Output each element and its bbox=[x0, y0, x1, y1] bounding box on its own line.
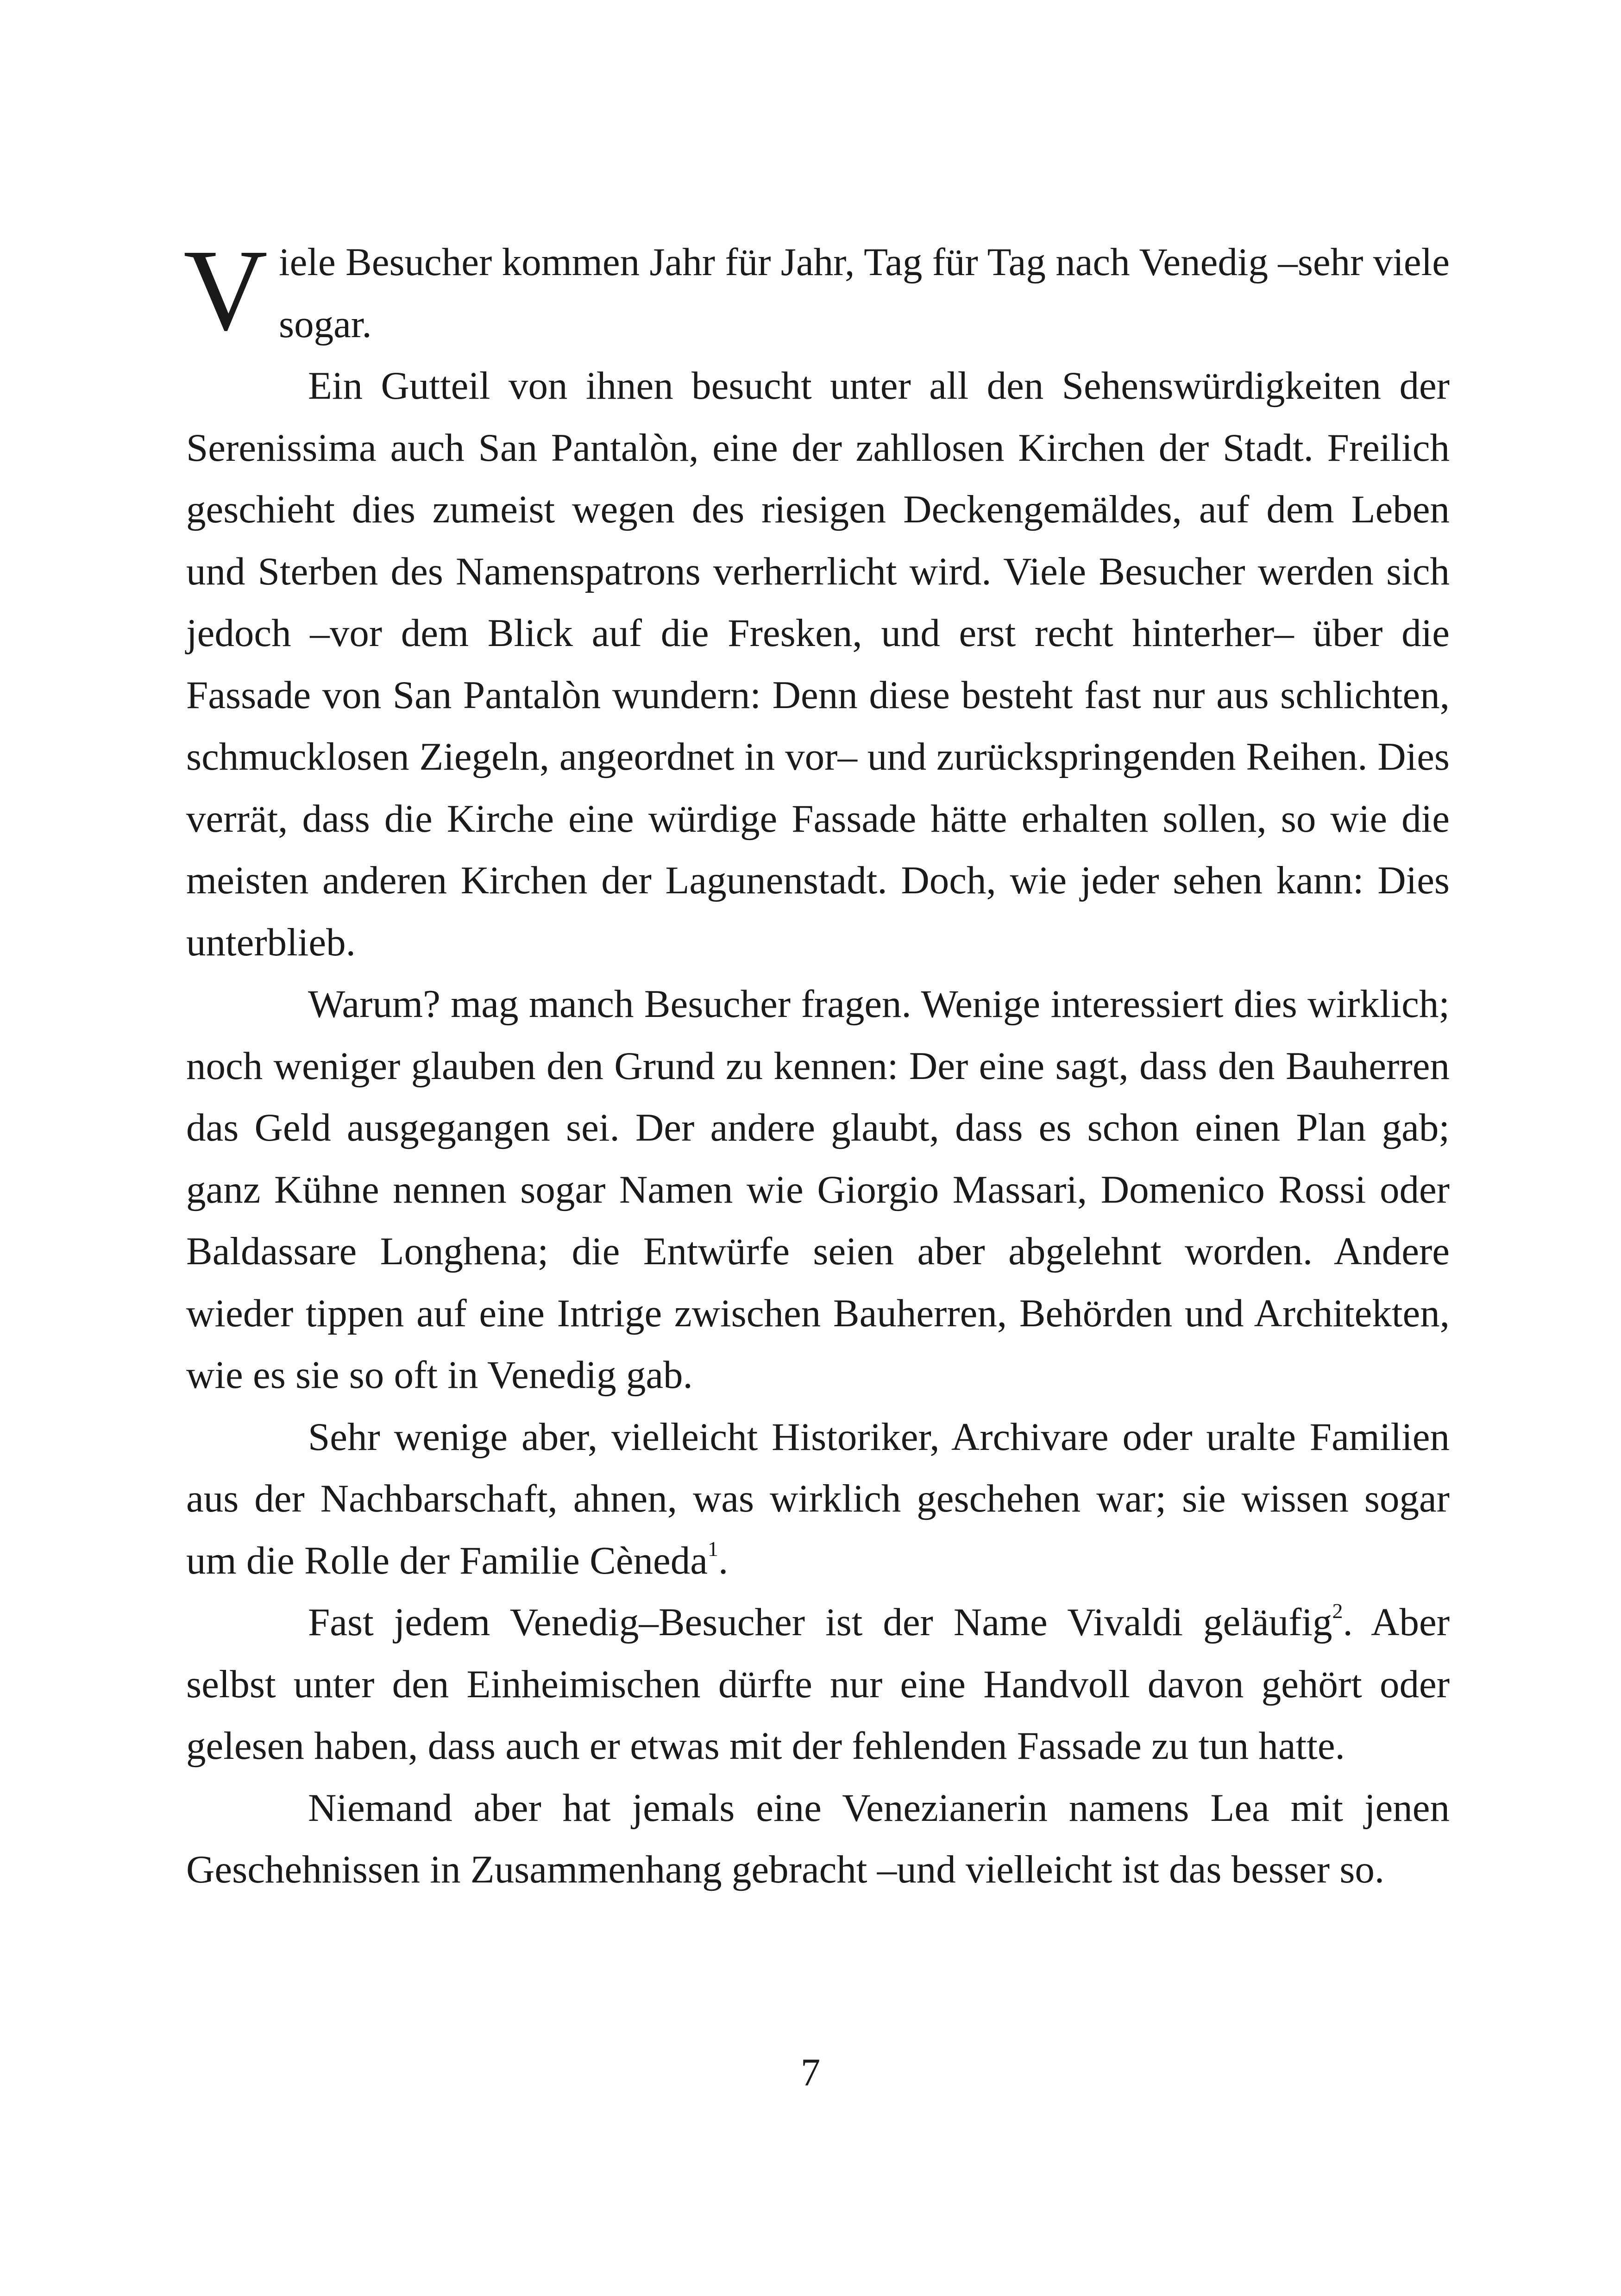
paragraph-4 bbox=[186, 1406, 1450, 1592]
paragraph-6 bbox=[186, 1777, 1450, 1901]
paragraph-1 bbox=[183, 225, 1450, 355]
page-number: 7 bbox=[800, 2051, 821, 2094]
footnote-marker[interactable]: 2 bbox=[1332, 1599, 1343, 1623]
footnote-marker[interactable]: 1 bbox=[707, 1537, 718, 1561]
paragraph-3 bbox=[186, 973, 1450, 1406]
paragraph-2 bbox=[186, 355, 1450, 973]
paragraph-text: Ein Gutteil von ihnen besucht unter all den Sehenswürdigkeiten der Serenissima auch San Pantalòn, eine der zahllosen Kirchen der Stadt. Freilich geschieht dies zumeist wegen des riesigen Deckengemäldes, auf dem Leben und Sterben des Namenspatrons verherrlicht wird. Viele Besucher werden sich jedoch –vor dem Blick auf die Fresken, und erst recht hinterher– über die Fassade von San Pantalòn wundern: Denn diese besteht fast nur aus schlichten, schmucklosen Ziegeln, angeordnet in vor– und zurückspringenden Reihen. Dies verrät, dass die Kirche eine würdige Fassade hätte erhalten sollen, so wie die meisten anderen Kirchen der Lagunenstadt. Doch, wie jeder sehen kann: Dies unterblieb. bbox=[186, 364, 1450, 964]
paragraph-text: iele Besucher kommen Jahr für Jahr, Tag für Tag nach Venedig –sehr viele sogar. bbox=[279, 240, 1450, 346]
drop-cap: V bbox=[183, 225, 268, 355]
paragraph-text-end: . Aber selbst unter den Einheimischen dürfte nur eine Handvoll davon gehört oder gelesen haben, dass auch er etwas mit der fehlenden Fassade zu tun hatte. bbox=[186, 1600, 1450, 1768]
body-text bbox=[183, 225, 1450, 1901]
paragraph-text: Niemand aber hat jemals eine Venezianerin namens Lea mit jenen Geschehnissen in Zusammenhang gebracht –und vielleicht ist das besser so. bbox=[186, 1786, 1450, 1891]
paragraph-5 bbox=[186, 1592, 1450, 1777]
paragraph-text: Warum? mag manch Besucher fragen. Wenige interessiert dies wirklich; noch weniger glauben den Grund zu kennen: Der eine sagt, dass den Bauherren das Geld ausgegangen sei. Der andere glaubt, dass es schon einen Plan gab; ganz Kühne nennen sogar Namen wie Giorgio Massari, Domenico Rossi oder Baldassare Longhena; die Entwürfe seien aber abgelehnt worden. Andere wieder tippen auf eine Intrige zwischen Bauherren, Behörden und Architekten, wie es sie so oft in Venedig gab. bbox=[186, 982, 1450, 1397]
paragraph-text: Sehr wenige aber, vielleicht Historiker, Archivare oder uralte Familien aus der Nachbarschaft, ahnen, was wirklich geschehen war; sie wissen sogar um die Rolle der Familie Cèneda bbox=[186, 1415, 1450, 1582]
paragraph-text-end: . bbox=[718, 1538, 729, 1582]
paragraph-text: Fast jedem Venedig–Besucher ist der Name Vivaldi geläufig bbox=[308, 1600, 1332, 1644]
